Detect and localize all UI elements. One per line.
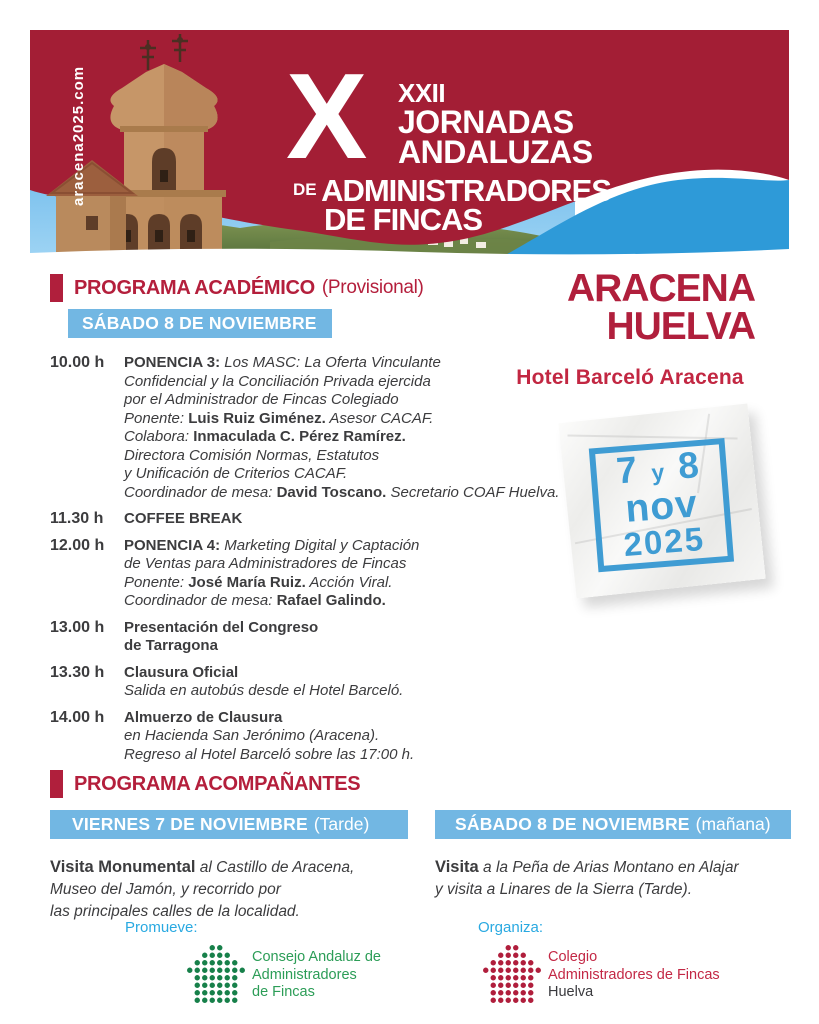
schedule-time: 14.00 h bbox=[50, 708, 105, 726]
dot-house-logo-green bbox=[186, 944, 246, 1009]
schedule-row bbox=[50, 537, 580, 611]
date-sticker bbox=[558, 404, 765, 599]
section-note: (Provisional) bbox=[321, 277, 424, 298]
section-title: PROGRAMA ACADÉMICO bbox=[74, 276, 315, 299]
promueve-label: Promueve: bbox=[125, 919, 198, 936]
schedule-content: Presentación del Congreso de Tarragona bbox=[124, 618, 319, 654]
day-banner-saturday-morning: SÁBADO 8 DE NOVIEMBRE (mañana) bbox=[435, 810, 791, 839]
schedule-list bbox=[50, 354, 580, 764]
schedule-row bbox=[50, 709, 580, 765]
schedule-time: 13.30 h bbox=[50, 663, 105, 681]
schedule-time: 10.00 h bbox=[50, 354, 105, 371]
schedule-time: 12.00 h bbox=[50, 536, 105, 554]
sticker-year: 2025 bbox=[622, 519, 707, 564]
title-xxii: XXII bbox=[398, 78, 446, 108]
schedule-content: COFFEE BREAK bbox=[124, 510, 243, 527]
date-sticker-frame bbox=[589, 438, 734, 572]
section-title: PROGRAMA ACOMPAÑANTES bbox=[74, 772, 361, 795]
red-bar-accent bbox=[50, 770, 63, 798]
schedule-time: 13.00 h bbox=[50, 618, 105, 636]
schedule-time: 11.30 h bbox=[50, 510, 104, 527]
day-banner-friday: VIERNES 7 DE NOVIEMBRE (Tarde) bbox=[50, 810, 408, 839]
schedule-content: PONENCIA 3: Los MASC: La Oferta Vinculante Confidencial y la Conciliación Privada ejercida por el Administrador de Fincas Colegiado Ponente: Luis Ruiz Giménez. Asesor CACAF. Colabora: Inmaculada C. Pérez Ramírez. Directora Comisión Normas, Estatutos y Unificación de Criterios CACAF. Coordinador de mesa: David Toscano. Secretario COAF Huelva. bbox=[124, 354, 560, 501]
academic-program-heading bbox=[50, 274, 424, 302]
dot-house-logo-red bbox=[482, 944, 542, 1009]
organiza-label: Organiza: bbox=[478, 919, 544, 936]
title-de-fincas: DE FINCAS bbox=[324, 202, 483, 237]
schedule-row bbox=[50, 510, 580, 529]
roman-numeral-x: X bbox=[286, 48, 364, 184]
event-url: aracena2025.com bbox=[70, 65, 87, 206]
schedule-row bbox=[50, 619, 580, 656]
schedule-content: PONENCIA 4: Marketing Digital y Captación de Ventas para Administradores de Fincas Ponente: José María Ruiz. Acción Viral. Coordinador de mesa: Rafael Galindo. bbox=[124, 536, 420, 609]
title-stack bbox=[398, 78, 593, 170]
header-banner bbox=[30, 30, 789, 258]
title-jornadas: JORNADAS bbox=[398, 104, 574, 140]
city-huelva: HUELVA bbox=[606, 305, 755, 348]
schedule-content: Almuerzo de Clausura en Hacienda San Jerónimo (Aracena). Regreso al Hotel Barceló sobre las 17:00 h. bbox=[124, 708, 415, 763]
title-andaluzas: ANDALUZAS bbox=[398, 134, 593, 170]
title-administradores: DE ADMINISTRADORES bbox=[293, 173, 611, 208]
companion-friday-text: Visita Monumental al Castillo de Aracena, Museo del Jamón, y recorrido por las principales calles de la localidad. bbox=[50, 858, 355, 920]
schedule-row bbox=[50, 354, 580, 502]
companion-program-heading bbox=[50, 770, 360, 798]
city-aracena: ARACENA bbox=[567, 267, 755, 310]
day-banner-saturday: SÁBADO 8 DE NOVIEMBRE bbox=[68, 309, 332, 338]
schedule-content: Clausura Oficial Salida en autobús desde el Hotel Barceló. bbox=[124, 663, 404, 699]
schedule-row bbox=[50, 664, 580, 701]
promueve-org-name: Consejo Andaluz de Administradores de Fincas bbox=[252, 949, 381, 1000]
venue-city bbox=[470, 267, 755, 348]
sticker-month: nov bbox=[623, 482, 700, 531]
red-bar-accent bbox=[50, 274, 63, 302]
organiza-org-name: Colegio Administradores de Fincas Huelva bbox=[548, 949, 720, 1000]
venue-hotel: Hotel Barceló Aracena bbox=[516, 366, 744, 389]
sticker-days: 7 y 8 bbox=[614, 443, 703, 492]
companion-saturday-text: Visita a la Peña de Arias Montano en Alajar y visita a Linares de la Sierra (Tarde). bbox=[435, 858, 739, 898]
